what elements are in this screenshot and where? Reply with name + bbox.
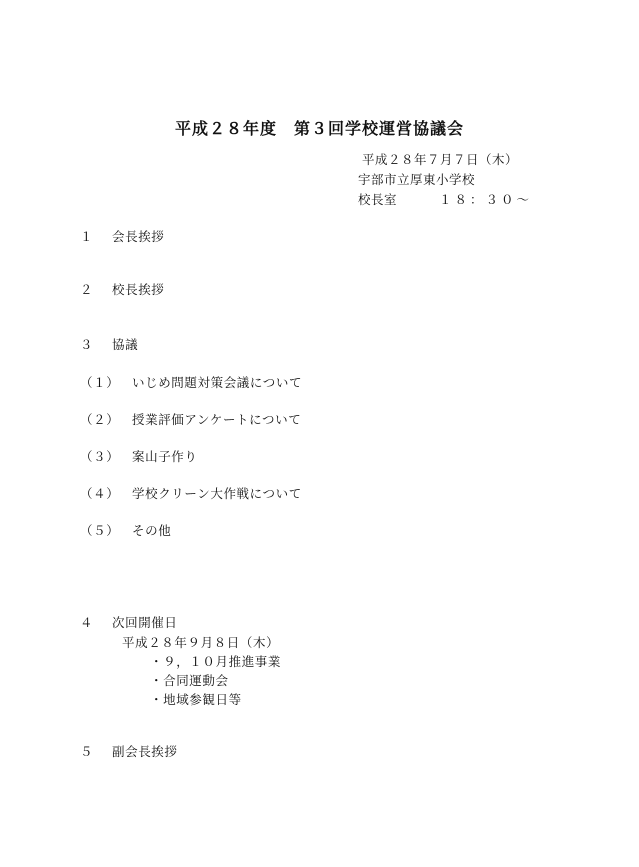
agenda-label: 次回開催日 <box>112 615 178 630</box>
discussion-item <box>80 373 302 391</box>
meeting-time: １８：３０～ <box>439 192 533 207</box>
next-meeting-bullet: ・９，１０月推進事業 <box>150 654 282 669</box>
discussion-label: その他 <box>132 523 172 538</box>
agenda-label: 協議 <box>112 337 139 352</box>
meeting-room: 校長室 <box>358 192 398 207</box>
school-name: 宇部市立厚東小学校 <box>358 172 476 187</box>
agenda-number: ５ <box>80 744 94 759</box>
agenda-label: 副会長挨拶 <box>112 744 178 759</box>
agenda-number: １ <box>80 229 94 244</box>
discussion-number: （４） <box>80 486 120 501</box>
discussion-label: 案山子作り <box>132 449 198 464</box>
next-meeting-bullet: ・合同運動会 <box>150 673 229 688</box>
discussion-number: （３） <box>80 449 120 464</box>
agenda-number: ４ <box>80 615 94 630</box>
discussion-item <box>80 410 301 428</box>
meeting-place <box>358 190 532 208</box>
next-meeting-date: 平成２８年９月８日（木） <box>122 635 280 650</box>
discussion-label: 授業評価アンケートについて <box>132 412 302 427</box>
agenda-item-principal <box>80 280 164 298</box>
agenda-number: ２ <box>80 282 94 297</box>
discussion-number: （２） <box>80 412 120 427</box>
agenda-item-discussion <box>80 335 138 353</box>
discussion-label: いじめ問題対策会議について <box>132 375 303 390</box>
discussion-label: 学校クリーン大作戦について <box>132 486 302 501</box>
discussion-number: （５） <box>80 523 120 538</box>
agenda-item-next-meeting <box>80 613 178 631</box>
discussion-number: （１） <box>80 375 120 390</box>
agenda-label: 会長挨拶 <box>112 229 165 244</box>
discussion-item <box>80 521 171 539</box>
document-title: 平成２８年度 第３回学校運営協議会 <box>174 119 464 138</box>
discussion-item <box>80 447 198 465</box>
meeting-date: 平成２８年７月７日（木） <box>362 152 519 167</box>
agenda-number: ３ <box>80 337 94 352</box>
agenda-label: 校長挨拶 <box>112 282 165 297</box>
discussion-item <box>80 484 302 502</box>
agenda-item-closing <box>80 742 178 760</box>
agenda-item-opening <box>80 227 164 245</box>
next-meeting-bullet: ・地域参観日等 <box>150 692 242 707</box>
